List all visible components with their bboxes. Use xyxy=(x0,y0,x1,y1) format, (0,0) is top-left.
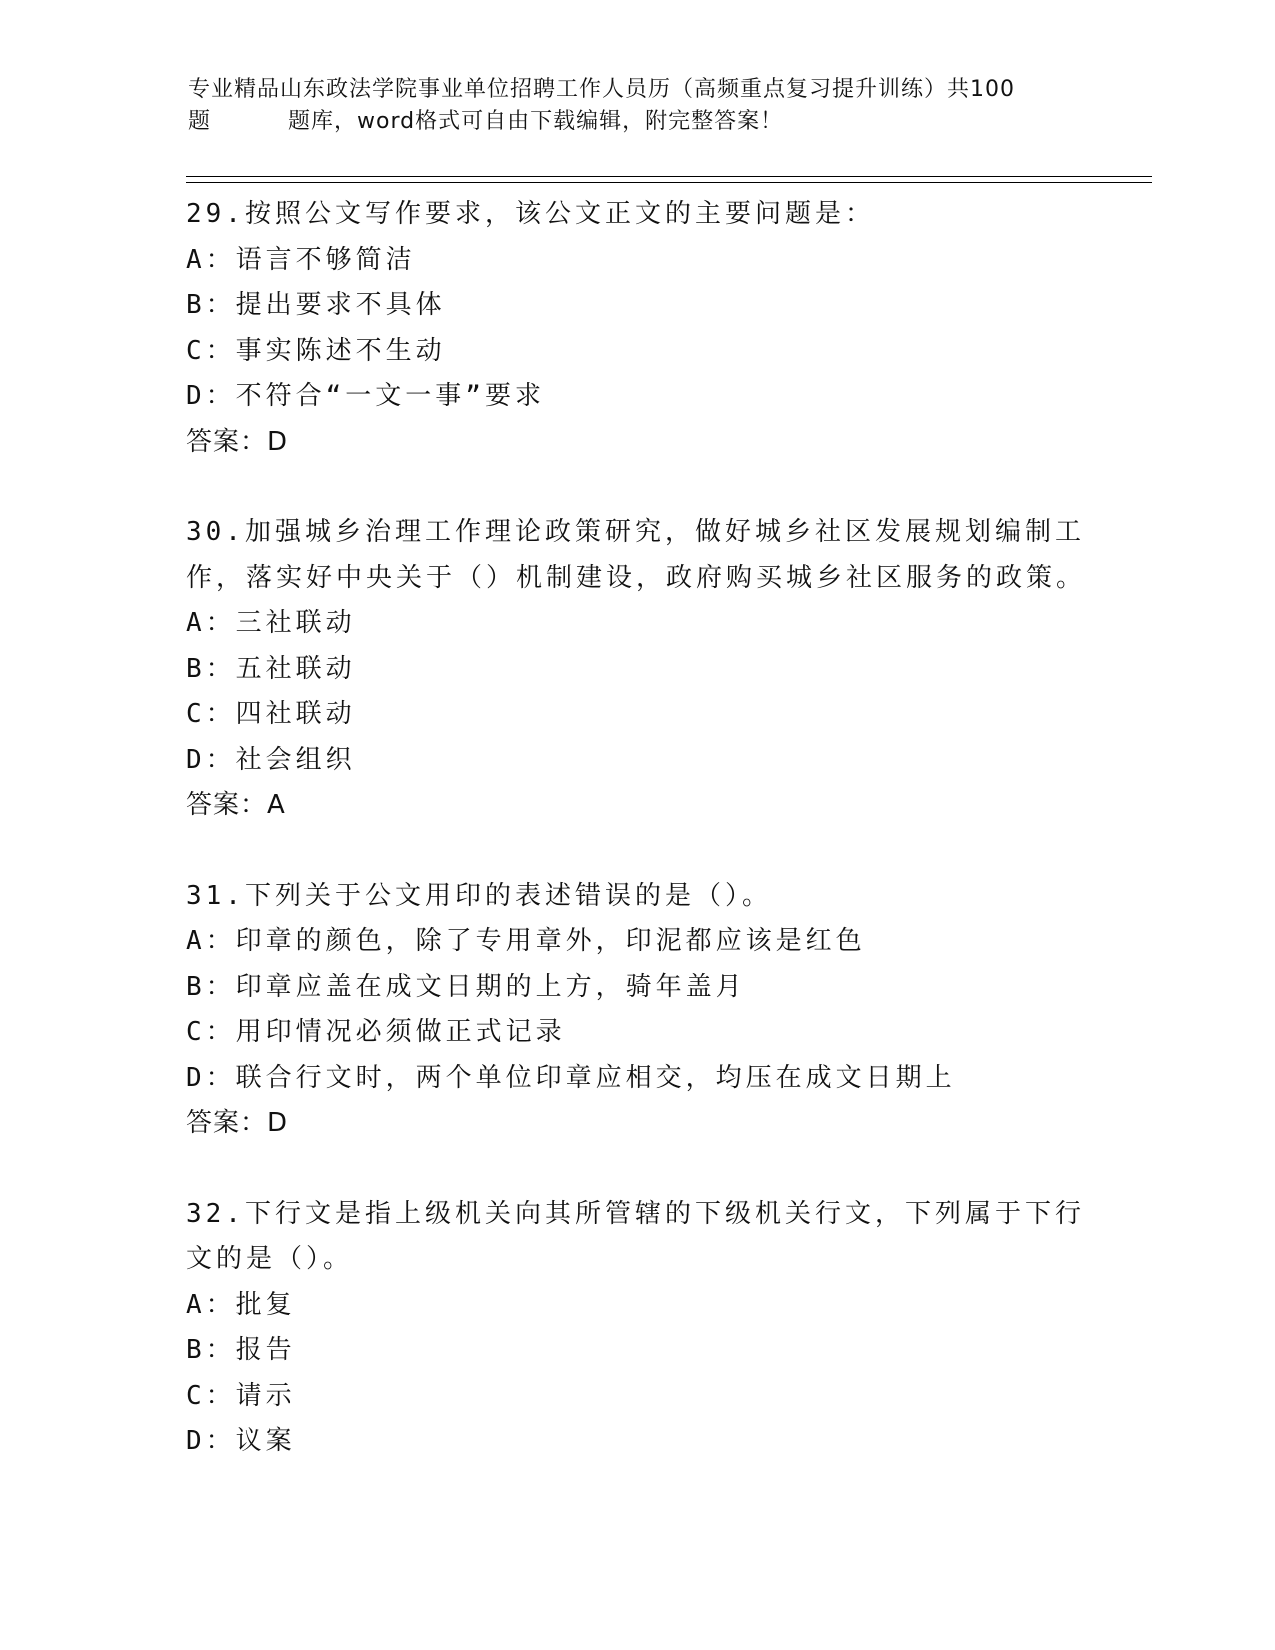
header-title-line2 xyxy=(188,106,1088,138)
option-c: C：事实陈述不生动 xyxy=(186,335,446,366)
document-header xyxy=(188,74,1088,138)
option-b: B：印章应盖在成文日期的上方，骑年盖月 xyxy=(186,971,746,1002)
question-text: 29.按照公文写作要求，该公文正文的主要问题是： xyxy=(186,199,875,229)
question-item xyxy=(186,510,1086,829)
question-text: 32.下行文是指上级机关向其所管辖的下级机关行文，下列属于下行文的是（）。 xyxy=(186,1198,1085,1274)
option-b: B：五社联动 xyxy=(186,653,356,684)
question-text: 31.下列关于公文用印的表述错误的是（）。 xyxy=(186,880,772,911)
option-a: A：印章的颜色，除了专用章外，印泥都应该是红色 xyxy=(186,926,866,956)
option-a: A：批复 xyxy=(186,1289,296,1320)
option-c: C：用印情况必须做正式记录 xyxy=(186,1017,566,1047)
option-c: C：请示 xyxy=(186,1380,296,1411)
header-title-line1: 专业精品山东政法学院事业单位招聘工作人员历（高频重点复习提升训练）共100 xyxy=(188,77,1015,102)
question-text: 30.加强城乡治理工作理论政策研究，做好城乡社区发展规划编制工作，落实好中央关于（）机制建设，政府购买城乡社区服务的政策。 xyxy=(186,517,1087,593)
option-b: B：报告 xyxy=(186,1335,296,1365)
option-a: A：语言不够简洁 xyxy=(186,244,416,275)
option-d: D：联合行文时，两个单位印章应相交，均压在成文日期上 xyxy=(186,1062,956,1093)
header-divider-top xyxy=(186,176,1152,177)
option-c: C：四社联动 xyxy=(186,699,356,729)
question-list xyxy=(186,192,1086,1465)
answer: 答案：A xyxy=(186,790,286,820)
option-d: D：不符合“一文一事”要求 xyxy=(186,381,545,411)
option-d: D：社会组织 xyxy=(186,744,356,775)
header-divider-bottom xyxy=(186,182,1152,183)
question-item xyxy=(186,1192,1086,1465)
question-item xyxy=(186,192,1086,465)
header-title-line2-right: 题库，word格式可自由下载编辑，附完整答案！ xyxy=(288,109,784,134)
header-title-line2-left: 题 xyxy=(188,109,212,134)
answer: 答案：D xyxy=(186,426,289,457)
option-b: B：提出要求不具体 xyxy=(186,290,446,320)
option-d: D：议案 xyxy=(186,1426,296,1456)
question-item xyxy=(186,874,1086,1147)
answer: 答案：D xyxy=(186,1108,289,1138)
option-a: A：三社联动 xyxy=(186,608,356,638)
